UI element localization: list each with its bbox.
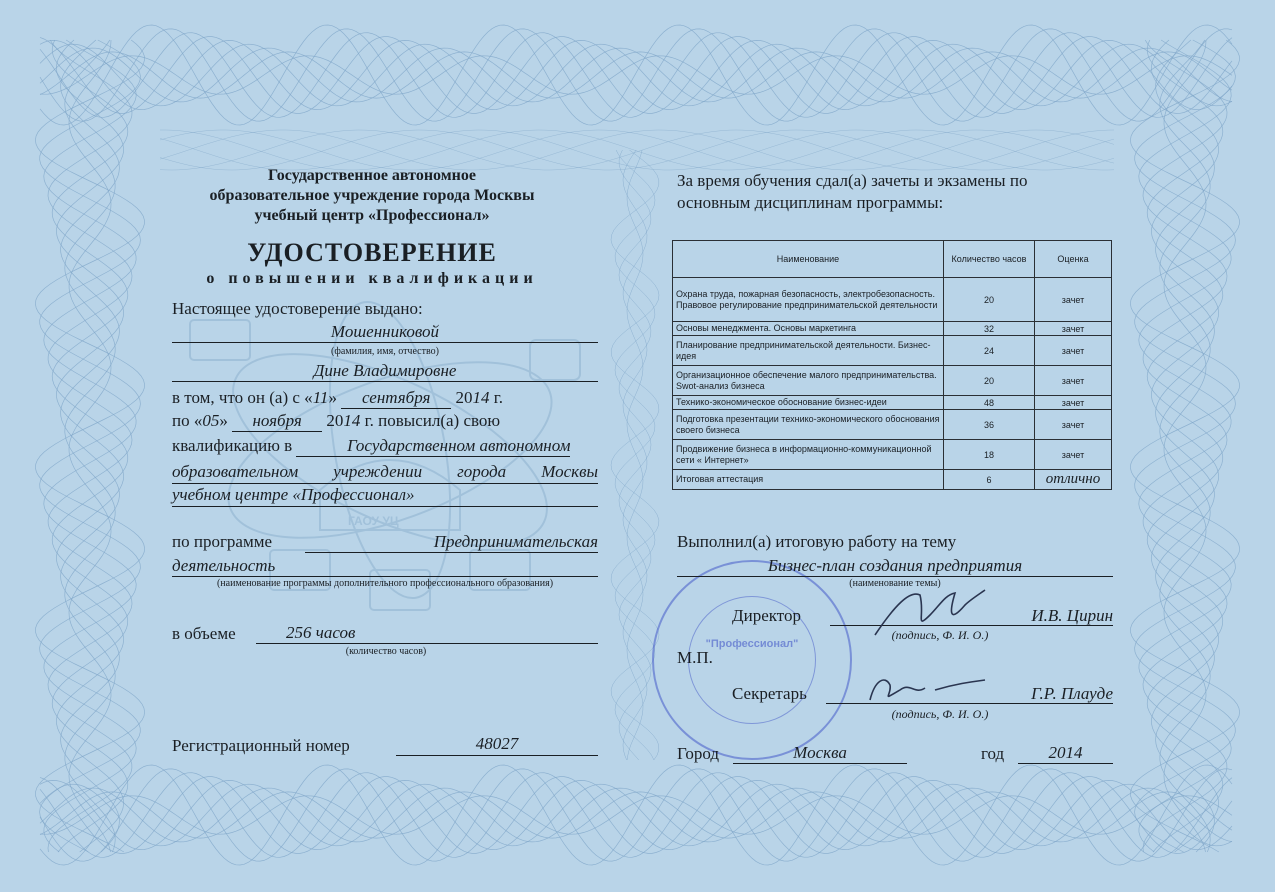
mp-label: М.П.: [677, 648, 713, 667]
program-line-2: деятельность: [172, 556, 276, 575]
exams-line-2: основным дисциплинам программы:: [677, 193, 944, 212]
to-prefix: по «: [172, 411, 203, 430]
discipline-hours: 32: [944, 322, 1035, 336]
discipline-grade: зачет: [1035, 396, 1112, 410]
secretary-label: Секретарь: [732, 684, 807, 703]
header-grade: Оценка: [1035, 241, 1112, 278]
year-label: год: [981, 744, 1005, 763]
org-line-3: учебный центр «Профессионал»: [254, 207, 490, 224]
volume-caption: (количество часов): [345, 646, 427, 657]
header-name: Наименование: [673, 241, 944, 278]
to-year-suffix: 14: [343, 411, 361, 430]
discipline-name: Организационное обеспечение малого предпринимательства. Swot-анализ бизнеса: [673, 366, 944, 396]
from-year-suffix: 14: [472, 388, 490, 407]
discipline-name: Подготовка презентации технико-экономического обоснования своего бизнеса: [673, 410, 944, 440]
discipline-grade: зачет: [1035, 410, 1112, 440]
volume-value: 256 часов: [286, 623, 356, 642]
registration-label: Регистрационный номер: [172, 736, 350, 755]
header-hours: Количество часов: [944, 241, 1035, 278]
stamp-text: "Профессионал": [705, 638, 799, 650]
period-from-row: в том, что он (а) с «11» сентября 2014 г.: [172, 388, 503, 407]
discipline-hours: 6: [944, 470, 1035, 490]
period-to-row: по «05» ноября 2014 г. повысил(а) свою: [172, 411, 501, 430]
discipline-hours: 48: [944, 396, 1035, 410]
fio-caption: (фамилия, имя, отчество): [331, 346, 439, 357]
institution-line-3: учебном центре «Профессионал»: [172, 485, 415, 504]
discipline-grade: зачет: [1035, 440, 1112, 470]
discipline-name: Планирование предпринимательской деятельности. Бизнес-идея: [673, 336, 944, 366]
table-row: [673, 410, 1112, 440]
final-work-topic: Бизнес-план создания предприятия: [767, 556, 1023, 575]
table-header-row: [673, 241, 1112, 278]
table-row: [673, 440, 1112, 470]
from-year-prefix: 20: [455, 388, 473, 407]
to-day: 05: [202, 411, 220, 430]
watermark-label: ГАОУ УЦ: [348, 514, 399, 528]
from-prefix: в том, что он (а) с «: [172, 388, 313, 407]
exams-intro: [677, 170, 1027, 214]
director-name: И.В. Цирин: [1031, 606, 1113, 625]
qualification-label: квалификацию в: [172, 436, 293, 455]
issued-label: Настоящее удостоверение выдано:: [172, 299, 423, 318]
city-label: Город: [677, 744, 719, 763]
certificate-title: УДОСТОВЕРЕНИЕ: [247, 238, 497, 267]
discipline-hours: 36: [944, 410, 1035, 440]
table-row: [673, 278, 1112, 322]
discipline-name: Технико-экономическое обоснование бизнес-идеи: [673, 396, 944, 410]
secretary-name: Г.Р. Плауде: [1031, 684, 1113, 703]
institution-line-1: Государственном автономном: [296, 436, 570, 457]
table-row: [673, 336, 1112, 366]
program-label: по программе: [172, 532, 273, 551]
topic-caption: (наименование темы): [849, 578, 941, 589]
discipline-grade-handwritten: отлично: [1035, 470, 1112, 490]
volume-label: в объеме: [172, 624, 236, 643]
discipline-hours: 20: [944, 366, 1035, 396]
to-month: ноября: [232, 411, 322, 432]
discipline-name: Основы менеджмента. Основы маркетинга: [673, 322, 944, 336]
holder-name-patronymic: Дине Владимировне: [313, 361, 457, 380]
org-line-1: Государственное автономное: [268, 167, 476, 184]
program-line-1: Предпринимательская: [433, 532, 598, 551]
discipline-grade: зачет: [1035, 278, 1112, 322]
director-signature: [870, 585, 990, 640]
director-label: Директор: [732, 606, 801, 625]
grades-table: [672, 240, 1112, 490]
secretary-signature-caption: (подпись, Ф. И. О.): [891, 707, 989, 721]
table-row: [673, 366, 1112, 396]
director-signature-caption: (подпись, Ф. И. О.): [891, 628, 989, 642]
to-tail: г. повысил(а) свою: [364, 411, 501, 430]
table-row: [673, 396, 1112, 410]
from-month: сентября: [341, 388, 451, 409]
discipline-hours: 20: [944, 278, 1035, 322]
org-line-2: образовательное учреждение города Москвы: [209, 187, 535, 204]
institution-line-2: образовательном учреждении города Москвы: [172, 462, 598, 481]
secretary-signature: [860, 670, 990, 710]
year-value: 2014: [1048, 743, 1083, 762]
issuer-organization: [172, 166, 572, 226]
qualification-row: [172, 436, 570, 457]
exams-line-1: За время обучения сдал(а) зачеты и экзамены по: [677, 171, 1028, 190]
certificate-subtitle: о повышении квалификации: [206, 270, 538, 287]
from-day: 11: [312, 388, 329, 407]
from-year-g: г.: [493, 388, 503, 407]
discipline-name: Продвижение бизнеса в информационно-коммуникационной сети « Интернет»: [673, 440, 944, 470]
discipline-grade: зачет: [1035, 322, 1112, 336]
to-year-prefix: 20: [326, 411, 344, 430]
table-row: [673, 470, 1112, 490]
discipline-grade: зачет: [1035, 336, 1112, 366]
discipline-hours: 24: [944, 336, 1035, 366]
city-value: Москва: [793, 743, 847, 762]
discipline-name: Охрана труда, пожарная безопасность, электробезопасность. Правовое регулирование предпринимательской деятельности: [673, 278, 944, 322]
table-row: [673, 322, 1112, 336]
discipline-name: Итоговая аттестация: [673, 470, 944, 490]
registration-number: 48027: [475, 734, 519, 753]
program-caption: (наименование программы дополнительного профессионального образования): [216, 578, 554, 589]
discipline-hours: 18: [944, 440, 1035, 470]
final-work-label: Выполнил(а) итоговую работу на тему: [677, 532, 957, 551]
discipline-grade: зачет: [1035, 366, 1112, 396]
holder-surname: Мошенниковой: [330, 322, 440, 341]
